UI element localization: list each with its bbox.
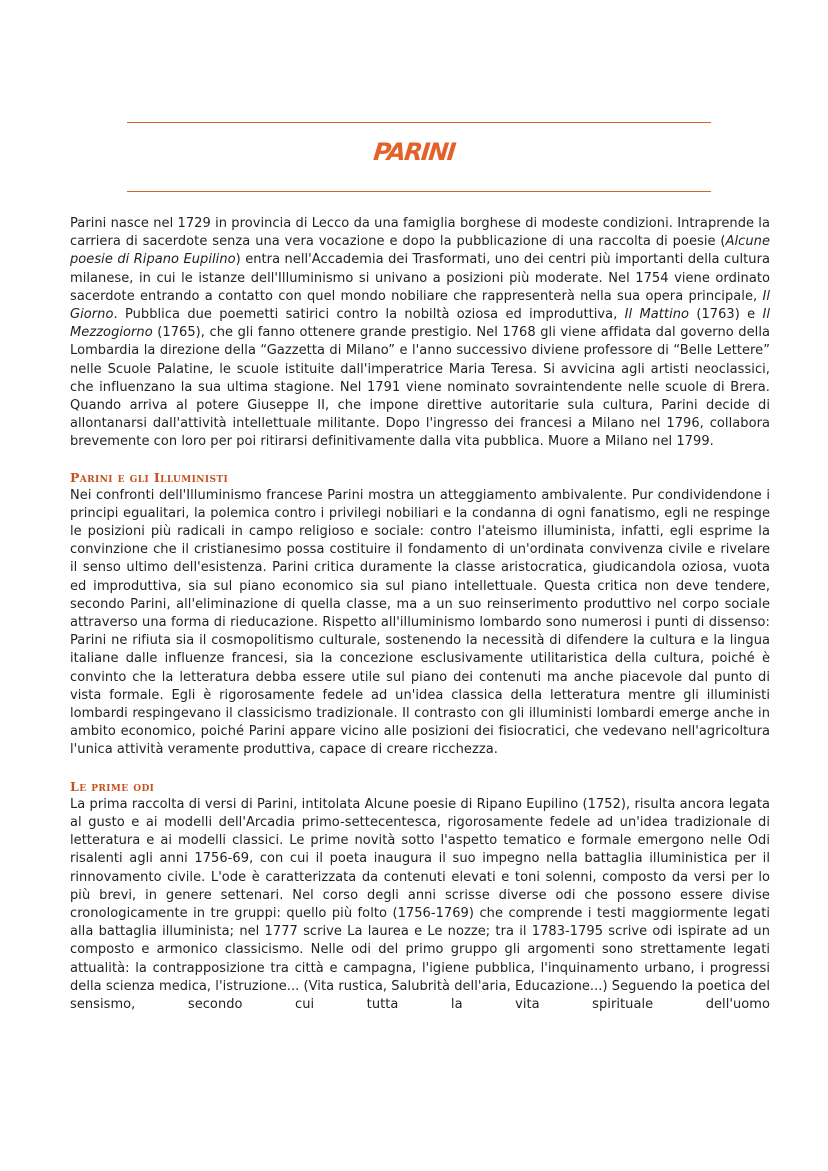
intro-text-1: Parini nasce nel 1729 in provincia di Lecco da una famiglia borghese di modeste condizioni. Intraprende la carriera di sacerdote senza una vera vocazione e dopo la pubblicazione di una raccolta di poesie ( [70,216,770,250]
intro-paragraph [70,215,770,452]
page-title: PARINI [372,138,456,166]
intro-text-2: ) entra nell'Accademia dei Trasformati, uno dei centri più importanti della cultura milanese, in cui le istanze dell'Illuminismo si univano a posizioni più moderate. Nel 1754 viene ordinato sacerdote entrando a contatto con quel mondo nobiliare che rappresenterà nella sua opera principale, [70,252,770,304]
section-body-illuministi: Nei confronti dell'Illuminismo francese Parini mostra un atteggiamento ambivalente. Pur condividendone i principi egualitari, la polemica contro i privilegi nobiliari e la condanna di ogni fanatismo, egli ne respinge le posizioni più radicali in campo religioso e sociale: contro l'ateismo illuminista, infatti, egli esprime la convinzione che il cristianesimo possa costituire il fondamento di un'ordinata convivenza civile e rivelare il senso ultimo dell'esistenza. Parini critica duramente la classe aristocratica, giudicandola oziosa, vuota ed improduttiva, sia sul piano economico sia sul piano intellettuale. Questa critica non deve tendere, secondo Parini, all'eliminazione di quella classe, ma a un suo reinserimento produttivo nel corpo sociale attraverso una forma di rieducazione. Rispetto all'illuminismo lombardo sono numerosi i punti di dissenso: Parini ne rifiuta sia il cosmopolitismo culturale, sostenendo la necessità di difendere la cultura e la lingua italiane dalle influenze francesi, sia la concezione esclusivamente utilitaristica della cultura, poiché è convinto che la letteratura debba essere utile sul piano dei contenuti ma anche piacevole dal punto di vista formale. Egli è rigorosamente fedele ad un'idea classica della letteratura mentre gli illuministi lombardi respingevano il classicismo tradizionale. Il contrasto con gli illuministi lombardi emerge anche in ambito economico, poiché Parini appare vicino alle posizioni dei fisiocratici, che vedevano nell'agricoltura l'unica attività veramente produttiva, capace di creare ricchezza. [70,487,770,758]
work-title-il-giorno: Il Giorno [70,288,770,323]
section-heading-prime-odi: Le prime odi [70,778,155,794]
section-body-prime-odi: La prima raccolta di versi di Parini, intitolata Alcune poesie di Ripano Eupilino (1752), risulta ancora legata al gusto e ai modelli dell'Arcadia primo-settecentesca, rigorosamente fedele ad un'idea tradizionale di letteratura e ai modelli classici. Le prime novità sotto l'aspetto tematico e formale emergono nelle Odi risalenti agli anni 1756-69, con cui il poeta inaugura il suo impegno nella battaglia illuministica per il rinnovamento civile. L'ode è caratterizzata da contenuti elevati e toni solenni, composto da versi per lo più brevi, in genere settenari. Nel corso degli anni scrisse diverse odi che possono essere divise cronologicamente in tre gruppi: quello più folto (1756-1769) che comprende i testi maggiormente legati alla battaglia illuminista; nel 1777 scrive La laurea e Le nozze; tra il 1783-1795 scrive odi ispirate ad un composto e armonico classicismo. Nelle odi del primo gruppo gli argomenti sono strettamente legati attualità: la contrapposizione tra città e campagna, l'igiene pubblica, l'inquinamento urbano, i progressi della scienza medica, l'istruzione... (Vita rustica, Salubrità dell'aria, Educazione...) Seguendo la poetica del sensismo, secondo cui tutta la vita spirituale dell'uomo [70,796,770,1012]
title-top-rule [127,122,711,123]
intro-text-4: (1763) e [689,307,763,323]
section-heading-illuministi: Parini e gli Illuministi [70,469,229,485]
work-title-il-mezzogiorno: Il Mezzogiorno [70,307,771,341]
document-body [70,215,770,1014]
intro-text-3: . Pubblica due poemetti satirici contro la nobiltà oziosa ed improduttiva, [113,307,625,323]
work-title-alcune-poesie: Alcune poesie di Ripano Eupilino [70,234,770,268]
title-bottom-rule [127,191,711,192]
work-title-il-mattino: Il Mattino [624,307,690,323]
intro-text-5: (1765), che gli fanno ottenere grande prestigio. Nel 1768 gli viene affidata dal governo della Lombardia la direzione della “Gazzetta di Milano” e l'anno successivo diviene professore di “Belle Lettere” nelle Scuole Palatine, le scuole istituite dall'imperatrice Maria Teresa. Si avvicina agli artisti neoclassici, che influenzano la sua ultima stagione. Nel 1791 viene nominato sovraintendente nelle scuole di Brera. Quando arriva al potere Giuseppe II, che impone direttive autoritarie sula cultura, Parini decide di allontanarsi dall'attività intellettuale militante. Dopo l'ingresso dei francesi a Milano nel 1796, collabora brevemente con loro per poi ritirarsi definitivamente dalla vita pubblica. Muore a Milano nel 1799. [70,325,770,450]
